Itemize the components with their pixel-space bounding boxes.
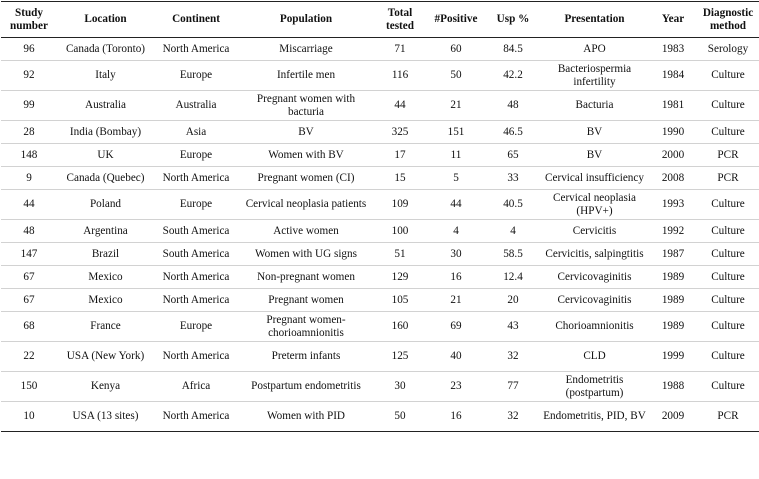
- cell-presentation: Chorioamnionitis: [540, 312, 649, 342]
- cell-diagnostic-method: Culture: [697, 91, 759, 121]
- cell-continent: Europe: [154, 312, 238, 342]
- cell-location: Canada (Quebec): [57, 167, 154, 190]
- header-presentation: Presentation: [540, 2, 649, 38]
- cell-study-number: 150: [1, 372, 57, 402]
- cell-diagnostic-method: Culture: [697, 266, 759, 289]
- cell-location: Mexico: [57, 289, 154, 312]
- table-row: [1, 61, 759, 91]
- table-row: [1, 243, 759, 266]
- cell-year: 1992: [649, 220, 697, 243]
- cell-positive: 40: [426, 342, 486, 372]
- cell-usp-percent: 48: [486, 91, 540, 121]
- cell-location: Canada (Toronto): [57, 38, 154, 61]
- cell-year: 1999: [649, 342, 697, 372]
- cell-location: USA (13 sites): [57, 402, 154, 432]
- cell-presentation: Cervical neoplasia (HPV+): [540, 190, 649, 220]
- cell-usp-percent: 46.5: [486, 121, 540, 144]
- table-row: [1, 266, 759, 289]
- cell-study-number: 67: [1, 266, 57, 289]
- header-row: [1, 2, 759, 38]
- cell-diagnostic-method: Culture: [697, 372, 759, 402]
- table-row: [1, 402, 759, 432]
- cell-population: Infertile men: [238, 61, 374, 91]
- cell-positive: 23: [426, 372, 486, 402]
- cell-population: Pregnant women: [238, 289, 374, 312]
- cell-presentation: Cervicitis, salpingtitis: [540, 243, 649, 266]
- table-row: [1, 289, 759, 312]
- cell-location: Kenya: [57, 372, 154, 402]
- cell-continent: South America: [154, 243, 238, 266]
- cell-total-tested: 15: [374, 167, 426, 190]
- cell-usp-percent: 32: [486, 342, 540, 372]
- cell-total-tested: 44: [374, 91, 426, 121]
- table-row: [1, 144, 759, 167]
- header-diagnostic-method: Diagnostic method: [697, 2, 759, 38]
- header-usp-percent: Usp %: [486, 2, 540, 38]
- table-row: [1, 121, 759, 144]
- header-positive: #Positive: [426, 2, 486, 38]
- cell-presentation: Cervicitis: [540, 220, 649, 243]
- cell-total-tested: 116: [374, 61, 426, 91]
- cell-location: India (Bombay): [57, 121, 154, 144]
- cell-diagnostic-method: PCR: [697, 167, 759, 190]
- cell-study-number: 67: [1, 289, 57, 312]
- cell-diagnostic-method: PCR: [697, 402, 759, 432]
- cell-usp-percent: 43: [486, 312, 540, 342]
- cell-year: 1987: [649, 243, 697, 266]
- cell-population: Active women: [238, 220, 374, 243]
- cell-continent: North America: [154, 266, 238, 289]
- cell-continent: Europe: [154, 190, 238, 220]
- header-study-number: Study number: [1, 2, 57, 38]
- cell-year: 1988: [649, 372, 697, 402]
- cell-total-tested: 160: [374, 312, 426, 342]
- cell-location: Mexico: [57, 266, 154, 289]
- table-row: [1, 372, 759, 402]
- cell-population: BV: [238, 121, 374, 144]
- cell-continent: Asia: [154, 121, 238, 144]
- cell-year: 1989: [649, 289, 697, 312]
- cell-positive: 60: [426, 38, 486, 61]
- cell-usp-percent: 20: [486, 289, 540, 312]
- cell-presentation: BV: [540, 144, 649, 167]
- cell-total-tested: 109: [374, 190, 426, 220]
- study-table: [1, 1, 759, 432]
- cell-continent: Europe: [154, 144, 238, 167]
- cell-presentation: Endometritis, PID, BV: [540, 402, 649, 432]
- cell-total-tested: 50: [374, 402, 426, 432]
- cell-total-tested: 30: [374, 372, 426, 402]
- cell-study-number: 148: [1, 144, 57, 167]
- cell-usp-percent: 12.4: [486, 266, 540, 289]
- cell-continent: North America: [154, 167, 238, 190]
- cell-study-number: 92: [1, 61, 57, 91]
- cell-presentation: APO: [540, 38, 649, 61]
- table-row: [1, 220, 759, 243]
- cell-population: Pregnant women (CI): [238, 167, 374, 190]
- cell-location: France: [57, 312, 154, 342]
- cell-year: 1989: [649, 266, 697, 289]
- cell-total-tested: 100: [374, 220, 426, 243]
- cell-continent: North America: [154, 342, 238, 372]
- cell-positive: 16: [426, 402, 486, 432]
- cell-population: Women with BV: [238, 144, 374, 167]
- cell-continent: North America: [154, 38, 238, 61]
- cell-usp-percent: 33: [486, 167, 540, 190]
- cell-location: Brazil: [57, 243, 154, 266]
- cell-location: Australia: [57, 91, 154, 121]
- cell-diagnostic-method: Culture: [697, 289, 759, 312]
- cell-study-number: 147: [1, 243, 57, 266]
- header-continent: Continent: [154, 2, 238, 38]
- cell-location: Argentina: [57, 220, 154, 243]
- cell-total-tested: 17: [374, 144, 426, 167]
- cell-presentation: Cervicovaginitis: [540, 289, 649, 312]
- header-location: Location: [57, 2, 154, 38]
- cell-diagnostic-method: Culture: [697, 243, 759, 266]
- table-row: [1, 167, 759, 190]
- cell-diagnostic-method: Culture: [697, 190, 759, 220]
- cell-year: 1983: [649, 38, 697, 61]
- cell-year: 2009: [649, 402, 697, 432]
- cell-diagnostic-method: Serology: [697, 38, 759, 61]
- table-row: [1, 38, 759, 61]
- cell-study-number: 9: [1, 167, 57, 190]
- cell-population: Preterm infants: [238, 342, 374, 372]
- header-year: Year: [649, 2, 697, 38]
- cell-usp-percent: 40.5: [486, 190, 540, 220]
- cell-presentation: Endometritis (postpartum): [540, 372, 649, 402]
- cell-positive: 21: [426, 91, 486, 121]
- cell-population: Pregnant women with bacturia: [238, 91, 374, 121]
- cell-continent: Europe: [154, 61, 238, 91]
- cell-presentation: Bacteriospermia infertility: [540, 61, 649, 91]
- cell-diagnostic-method: Culture: [697, 121, 759, 144]
- cell-location: USA (New York): [57, 342, 154, 372]
- table-row: [1, 342, 759, 372]
- cell-study-number: 68: [1, 312, 57, 342]
- cell-total-tested: 125: [374, 342, 426, 372]
- table-row: [1, 91, 759, 121]
- cell-study-number: 28: [1, 121, 57, 144]
- cell-population: Non-pregnant women: [238, 266, 374, 289]
- cell-continent: North America: [154, 402, 238, 432]
- cell-diagnostic-method: Culture: [697, 312, 759, 342]
- cell-total-tested: 105: [374, 289, 426, 312]
- cell-usp-percent: 32: [486, 402, 540, 432]
- cell-positive: 50: [426, 61, 486, 91]
- cell-year: 1981: [649, 91, 697, 121]
- cell-total-tested: 325: [374, 121, 426, 144]
- cell-study-number: 99: [1, 91, 57, 121]
- cell-study-number: 44: [1, 190, 57, 220]
- cell-population: Postpartum endometritis: [238, 372, 374, 402]
- cell-population: Cervical neoplasia patients: [238, 190, 374, 220]
- cell-population: Women with UG signs: [238, 243, 374, 266]
- cell-usp-percent: 77: [486, 372, 540, 402]
- cell-diagnostic-method: Culture: [697, 342, 759, 372]
- cell-usp-percent: 84.5: [486, 38, 540, 61]
- cell-diagnostic-method: Culture: [697, 220, 759, 243]
- cell-total-tested: 51: [374, 243, 426, 266]
- cell-usp-percent: 65: [486, 144, 540, 167]
- cell-positive: 21: [426, 289, 486, 312]
- cell-continent: North America: [154, 289, 238, 312]
- cell-presentation: Cervicovaginitis: [540, 266, 649, 289]
- cell-continent: Australia: [154, 91, 238, 121]
- cell-positive: 30: [426, 243, 486, 266]
- cell-usp-percent: 58.5: [486, 243, 540, 266]
- cell-positive: 4: [426, 220, 486, 243]
- table-body: [1, 38, 759, 432]
- cell-presentation: CLD: [540, 342, 649, 372]
- cell-total-tested: 129: [374, 266, 426, 289]
- cell-diagnostic-method: PCR: [697, 144, 759, 167]
- cell-population: Women with PID: [238, 402, 374, 432]
- cell-year: 1989: [649, 312, 697, 342]
- cell-presentation: BV: [540, 121, 649, 144]
- cell-continent: Africa: [154, 372, 238, 402]
- cell-location: Italy: [57, 61, 154, 91]
- cell-year: 1990: [649, 121, 697, 144]
- cell-positive: 151: [426, 121, 486, 144]
- cell-year: 1984: [649, 61, 697, 91]
- cell-presentation: Bacturia: [540, 91, 649, 121]
- cell-usp-percent: 42.2: [486, 61, 540, 91]
- header-population: Population: [238, 2, 374, 38]
- cell-positive: 69: [426, 312, 486, 342]
- table-header: [1, 2, 759, 38]
- cell-study-number: 22: [1, 342, 57, 372]
- table-row: [1, 190, 759, 220]
- cell-positive: 11: [426, 144, 486, 167]
- cell-study-number: 96: [1, 38, 57, 61]
- cell-population: Miscarriage: [238, 38, 374, 61]
- cell-diagnostic-method: Culture: [697, 61, 759, 91]
- cell-positive: 5: [426, 167, 486, 190]
- cell-presentation: Cervical insufficiency: [540, 167, 649, 190]
- header-total-tested: Total tested: [374, 2, 426, 38]
- cell-population: Pregnant women-chorioamnionitis: [238, 312, 374, 342]
- cell-year: 2008: [649, 167, 697, 190]
- cell-study-number: 10: [1, 402, 57, 432]
- cell-total-tested: 71: [374, 38, 426, 61]
- cell-location: Poland: [57, 190, 154, 220]
- cell-year: 2000: [649, 144, 697, 167]
- table-row: [1, 312, 759, 342]
- cell-positive: 16: [426, 266, 486, 289]
- cell-year: 1993: [649, 190, 697, 220]
- cell-continent: South America: [154, 220, 238, 243]
- cell-positive: 44: [426, 190, 486, 220]
- cell-study-number: 48: [1, 220, 57, 243]
- cell-location: UK: [57, 144, 154, 167]
- cell-usp-percent: 4: [486, 220, 540, 243]
